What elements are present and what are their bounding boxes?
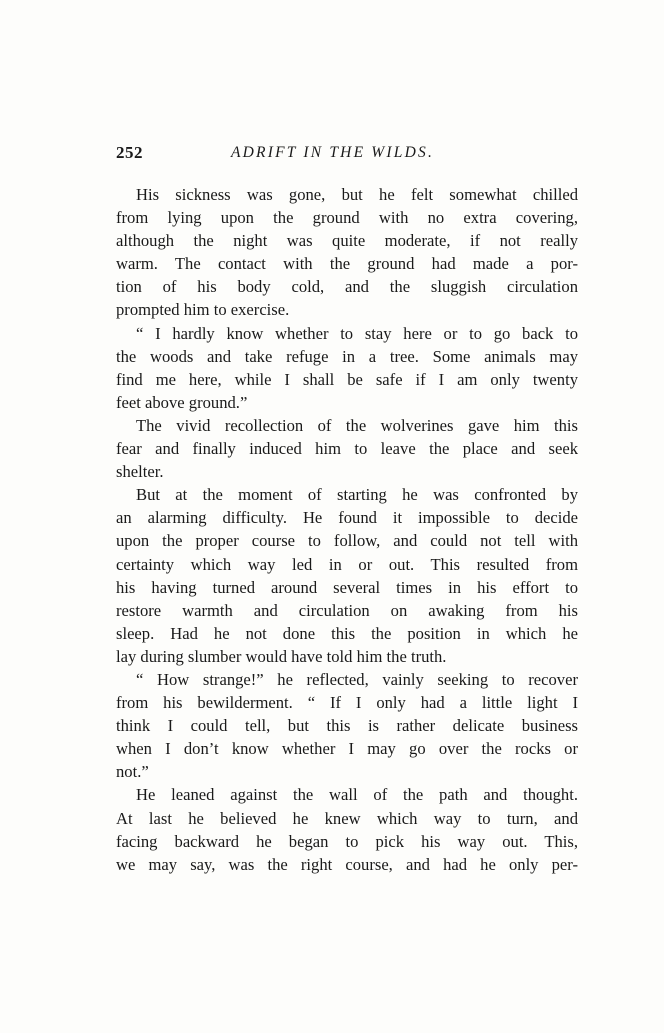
text-line: “ How strange!” he reflected, vainly seeking to recover <box>136 669 578 689</box>
text-line: although the night was quite moderate, if not really <box>116 231 578 251</box>
text-line: But at the moment of starting he was confronted by <box>136 485 578 505</box>
body-text <box>116 183 578 876</box>
text-line: from his bewilderment. “ If I only had a little light I <box>116 693 578 713</box>
text-line: At last he believed he knew which way to turn, and <box>116 808 578 828</box>
text-line: He leaned against the wall of the path and thought. <box>136 785 578 805</box>
text-line: prompted him to exercise. <box>116 300 290 320</box>
text-line: “ I hardly know whether to stay here or to go back to <box>136 323 578 343</box>
text-line: the woods and take refuge in a tree. Some animals may <box>116 346 578 366</box>
text-line: think I could tell, but this is rather delicate business <box>116 716 578 736</box>
text-line: restore warmth and circulation on awaking from his <box>116 600 578 620</box>
text-line: not.” <box>116 762 149 782</box>
text-line: we may say, was the right course, and had he only per- <box>116 854 578 874</box>
text-line: fear and finally induced him to leave the place and seek <box>116 439 578 459</box>
text-line: find me here, while I shall be safe if I am only twenty <box>116 369 578 389</box>
text-line: upon the proper course to follow, and could not tell with <box>116 531 578 551</box>
running-title: ADRIFT IN THE WILDS. <box>231 144 435 161</box>
text-line: from lying upon the ground with no extra covering, <box>116 208 578 228</box>
page-header <box>116 143 578 167</box>
text-line: sleep. Had he not done this the position in which he <box>116 623 578 643</box>
text-line: certainty which way led in or out. This resulted from <box>116 554 578 574</box>
text-line: lay during slumber would have told him the truth. <box>116 646 447 666</box>
text-line: warm. The contact with the ground had made a por- <box>116 254 578 274</box>
page-number: 252 <box>116 143 143 162</box>
text-line: shelter. <box>116 462 164 482</box>
text-line: his having turned around several times in his effort to <box>116 577 578 597</box>
text-line: facing backward he began to pick his way out. This, <box>116 831 578 851</box>
text-line: The vivid recollection of the wolverines gave him this <box>136 415 578 435</box>
text-line: an alarming difficulty. He found it impossible to decide <box>116 508 578 528</box>
text-line: His sickness was gone, but he felt somewhat chilled <box>136 185 578 204</box>
text-line: feet above ground.” <box>116 392 248 412</box>
text-line: tion of his body cold, and the sluggish circulation <box>116 277 578 297</box>
text-line: when I don’t know whether I may go over the rocks or <box>116 739 578 759</box>
